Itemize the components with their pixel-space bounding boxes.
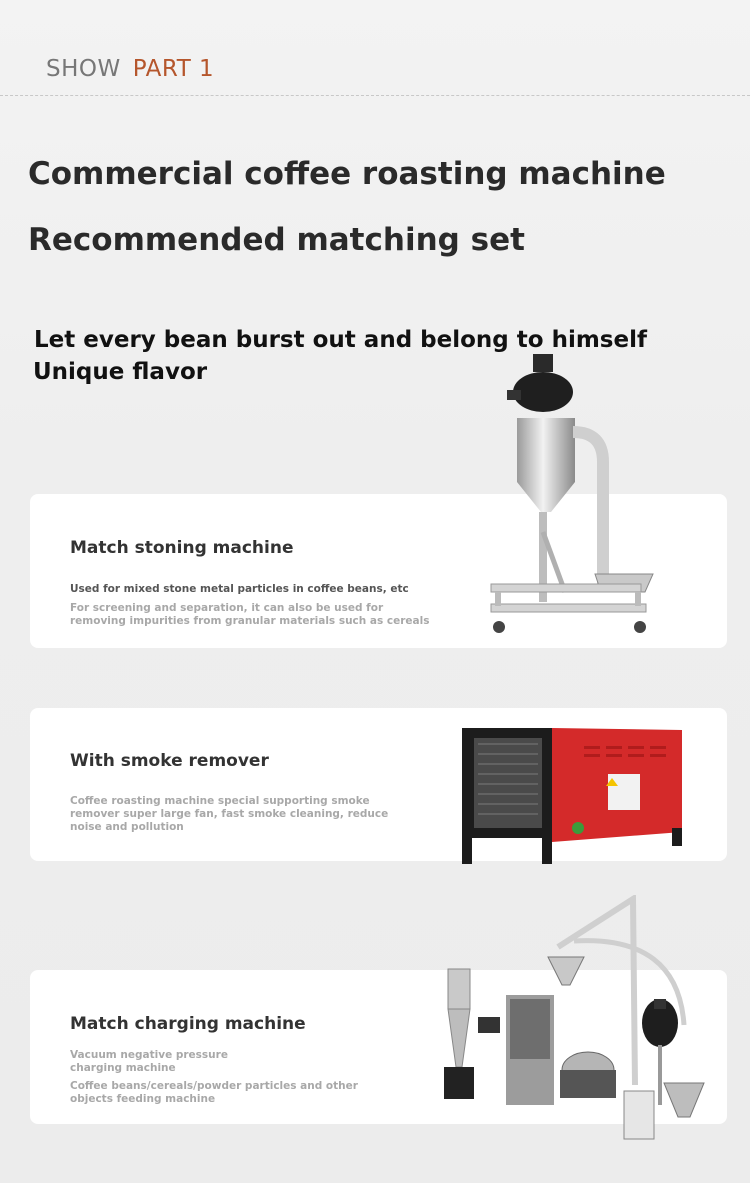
smoke-remover-image — [460, 724, 685, 866]
card-description-secondary: For screening and separation, it can also be used for removing impurities from granular materials such as cereals — [70, 602, 430, 627]
header-divider — [0, 95, 750, 96]
page-subtitle: Recommended matching set — [28, 222, 525, 258]
card-title: Match stoning machine — [70, 538, 294, 558]
slogan-line-2: Unique flavor — [33, 359, 208, 385]
page-title: Commercial coffee roasting machine — [28, 156, 666, 192]
card-description: Vacuum negative pressure charging machine — [70, 1049, 228, 1074]
card-title: With smoke remover — [70, 751, 269, 771]
charging-machine-image — [438, 895, 710, 1150]
card-description: Used for mixed stone metal particles in coffee beans, etc — [70, 583, 409, 595]
header-show: SHOW — [46, 56, 121, 82]
section-header — [46, 56, 214, 82]
card-description: Coffee roasting machine special supporting smoke remover super large fan, fast smoke cleaning, reduce noise and pollution — [70, 795, 389, 833]
card-title: Match charging machine — [70, 1014, 306, 1034]
stoning-machine-image — [485, 352, 660, 637]
card-description-secondary: Coffee beans/cereals/powder particles and other objects feeding machine — [70, 1080, 358, 1105]
slogan-line-1: Let every bean burst out and belong to himself — [34, 327, 647, 353]
header-part: PART 1 — [132, 56, 215, 82]
